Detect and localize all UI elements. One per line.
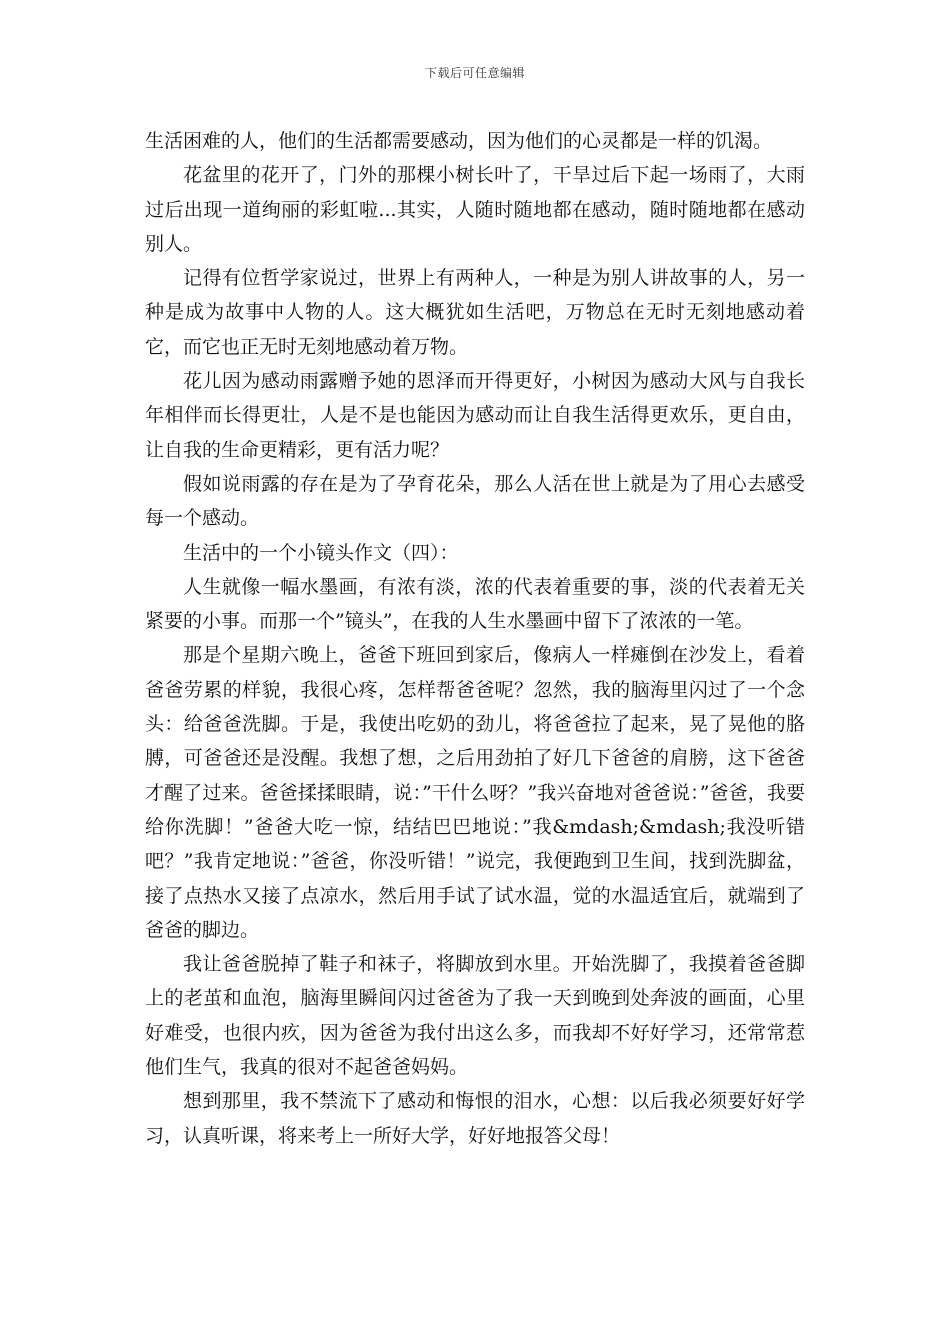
paragraph: 花盆里的花开了，门外的那棵小树长叶了，干旱过后下起一场雨了，大雨过后出现一道绚丽的彩虹啦...其实，人随时随地都在感动，随时随地都在感动别人。 bbox=[145, 164, 805, 255]
section-heading: 生活中的一个小镜头作文（四）： bbox=[183, 541, 459, 564]
paragraph: 人生就像一幅水墨画，有浓有淡，浓的代表着重要的事，淡的代表着无关紧要的小事。而那一个”镜头”，在我的人生水墨画中留下了浓浓的一笔。 bbox=[145, 575, 805, 633]
paragraph: 那是个星期六晚上，爸爸下班回到家后，像病人一样瘫倒在沙发上，看着爸爸劳累的样貌，我很心疼，怎样帮爸爸呢？忽然，我的脑海里闪过了一个念头：给爸爸洗脚。于是，我使出吃奶的劲儿，将爸爸拉了起来，晃了晃他的胳膊，可爸爸还是没醒。我想了想，之后用劲拍了好几下爸爸的肩膀，这下爸爸才醒了过来。爸爸揉揉眼睛，说：”干什么呀？”我兴奋地对爸爸说：”爸爸，我要给你洗脚！”爸爸大吃一惊，结结巴巴地说：”我&mdash;&mdash;我没听错吧？”我肯定地说：”爸爸，你没听错！”说完，我便跑到卫生间，找到洗脚盆，接了点热水又接了点凉水，然后用手试了试水温，觉的水温适宜后，就端到了爸爸的脚边。 bbox=[145, 644, 805, 941]
page-header: 下载后可任意编辑 bbox=[424, 66, 525, 80]
paragraph: 生活困难的人，他们的生活都需要感动，因为他们的心灵都是一样的饥渴。 bbox=[145, 130, 773, 152]
paragraph: 我让爸爸脱掉了鞋子和袜子，将脚放到水里。开始洗脚了，我摸着爸爸脚上的老茧和血泡，脑海里瞬间闪过爸爸为了我一天到晚到处奔波的画面，心里好难受，也很内疚，因为爸爸为我付出这么多，而我却不好好学习，还常常惹他们生气，我真的很对不起爸爸妈妈。 bbox=[145, 953, 805, 1079]
paragraph: 假如说雨露的存在是为了孕育花朵，那么人活在世上就是为了用心去感受每一个感动。 bbox=[145, 472, 805, 530]
document-body bbox=[145, 124, 805, 1153]
paragraph: 记得有位哲学家说过，世界上有两种人，一种是为别人讲故事的人，另一种是成为故事中人物的人。这大概犹如生活吧，万物总在无时无刻地感动着它，而它也正无时无刻地感动着万物。 bbox=[145, 267, 805, 358]
paragraph: 花儿因为感动雨露赠予她的恩泽而开得更好，小树因为感动大风与自我长年相伴而长得更壮，人是不是也能因为感动而让自我生活得更欢乐，更自由，让自我的生命更精彩，更有活力呢？ bbox=[145, 370, 805, 461]
paragraph: 想到那里，我不禁流下了感动和悔恨的泪水，心想：以后我必须要好好学习，认真听课，将来考上一所好大学，好好地报答父母！ bbox=[145, 1090, 805, 1147]
